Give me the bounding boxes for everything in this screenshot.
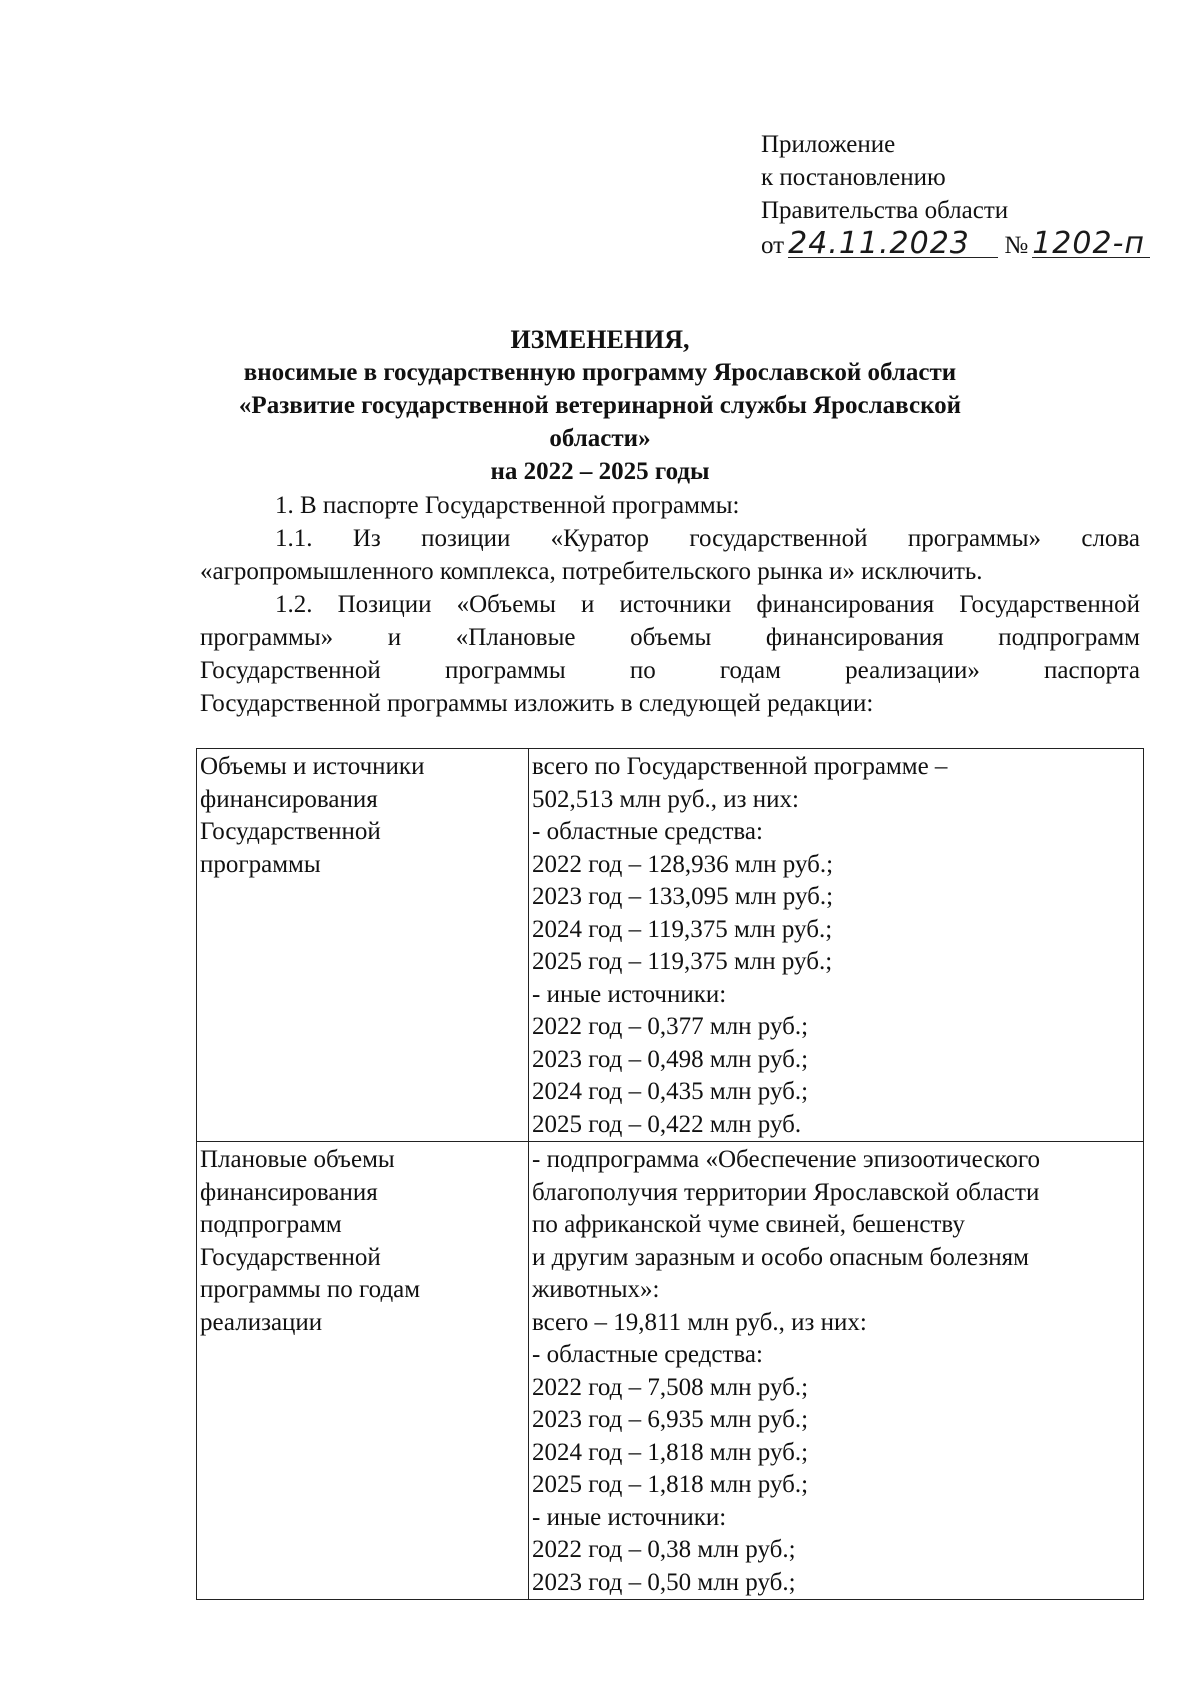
table-cell-line: - подпрограмма «Обеспечение эпизоотического (532, 1146, 1040, 1173)
table-cell-line: всего по Государственной программе – (532, 753, 948, 780)
table-cell-line: - иные источники: (532, 980, 727, 1008)
table-cell-line: 2025 год – 1,818 млн руб.; (532, 1471, 809, 1498)
table-cell-line: 502,513 млн руб., из них: (532, 785, 799, 813)
paragraph-1: 1. В паспорте Государственной программы: (275, 492, 740, 519)
table-cell-line: по африканской чуме свиней, бешенству (532, 1211, 965, 1238)
table-cell-content (529, 749, 1144, 1142)
table-cell-line: подпрограмм (200, 1211, 342, 1238)
table-cell-line: 2025 год – 0,422 млн руб. (532, 1110, 802, 1138)
table-cell-line: всего – 19,811 млн руб., из них: (532, 1308, 867, 1336)
date-prefix: от (761, 232, 785, 259)
number-prefix: № (1004, 232, 1029, 259)
table-cell-line: 2023 год – 133,095 млн руб.; (532, 883, 834, 910)
stamp-line-resolution: к постановлению (761, 164, 946, 191)
table-cell-line: благополучия территории Ярославской области (532, 1178, 1040, 1206)
title-line-4: на 2022 – 2025 годы (490, 458, 710, 485)
table-cell-line: 2024 год – 0,435 млн руб.; (532, 1078, 809, 1105)
table-cell-line: Плановые объемы (200, 1146, 395, 1173)
paragraph-1-1 (200, 522, 1140, 588)
table-cell-line: Государственной (200, 1243, 381, 1271)
stamp-date-number-row (761, 227, 1150, 262)
table-cell-line: - областные средства: (532, 818, 763, 845)
table-cell-line: программы по годам (200, 1276, 421, 1303)
table-cell-line: реализации (200, 1308, 323, 1336)
table-cell-line: - областные средства: (532, 1341, 763, 1368)
paragraph-1-1-line-1: 1.1. Из позиции «Куратор государственной программы» слова (275, 525, 1140, 552)
stamp-line-appendix: Приложение (761, 131, 896, 158)
table-cell-line: 2023 год – 0,50 млн руб.; (532, 1568, 796, 1596)
title-line-3: «Развитие государственной ветеринарной службы Ярославской области» (238, 392, 962, 452)
table-cell-line: 2022 год – 7,508 млн руб.; (532, 1373, 809, 1401)
table-cell-line: 2022 год – 0,377 млн руб.; (532, 1013, 809, 1040)
table-cell-position (197, 1142, 529, 1600)
table-cell-line: финансирования (200, 1178, 378, 1206)
handwritten-number: 1202-п (1032, 227, 1150, 260)
table-cell-line: 2023 год – 0,498 млн руб.; (532, 1045, 809, 1073)
financing-table (196, 748, 1144, 1600)
paragraph-1-2 (200, 588, 1140, 720)
table-cell-content (529, 1142, 1144, 1600)
table-cell-line: 2022 год – 0,38 млн руб.; (532, 1536, 796, 1563)
table-cell-line: 2022 год – 128,936 млн руб.; (532, 850, 834, 878)
document-title (200, 323, 1000, 488)
table-cell-line: 2024 год – 119,375 млн руб.; (532, 915, 833, 943)
table-cell-line: финансирования (200, 785, 378, 813)
table-cell-line: 2023 год – 6,935 млн руб.; (532, 1406, 809, 1433)
table-cell-line: животных»: (532, 1276, 660, 1303)
table-cell-line: программы (200, 850, 321, 878)
table-row (197, 749, 1144, 1142)
table-cell-line: Государственной (200, 818, 381, 845)
stamp-line-government: Правительства области (761, 197, 1009, 224)
table-cell-position (197, 749, 529, 1142)
paragraph-1-2-line-4: Государственной программы изложить в следующей редакции: (200, 690, 874, 717)
title-main: ИЗМЕНЕНИЯ, (510, 325, 690, 354)
table-cell-line: Объемы и источники (200, 753, 425, 780)
table-cell-line: и другим заразным и особо опасным болезням (532, 1243, 1029, 1271)
table-cell-line: 2025 год – 119,375 млн руб.; (532, 948, 833, 975)
paragraph-1-2-line-2: программы» и «Плановые объемы финансирования подпрограмм (200, 624, 1140, 651)
handwritten-date: 24.11.2023 (788, 227, 998, 260)
table-row (197, 1142, 1144, 1600)
paragraph-1-1-line-2: «агропромышленного комплекса, потребительского рынка и» исключить. (200, 558, 983, 585)
table-cell-line: 2024 год – 1,818 млн руб.; (532, 1438, 809, 1466)
appendix-stamp (761, 128, 1150, 262)
paragraph-1-2-line-3: Государственной программы по годам реализации» паспорта (200, 657, 1140, 684)
title-line-2: вносимые в государственную программу Ярославской области (243, 359, 957, 386)
table-cell-line: - иные источники: (532, 1503, 727, 1531)
paragraph-1-2-line-1: 1.2. Позиции «Объемы и источники финансирования Государственной (275, 591, 1140, 618)
